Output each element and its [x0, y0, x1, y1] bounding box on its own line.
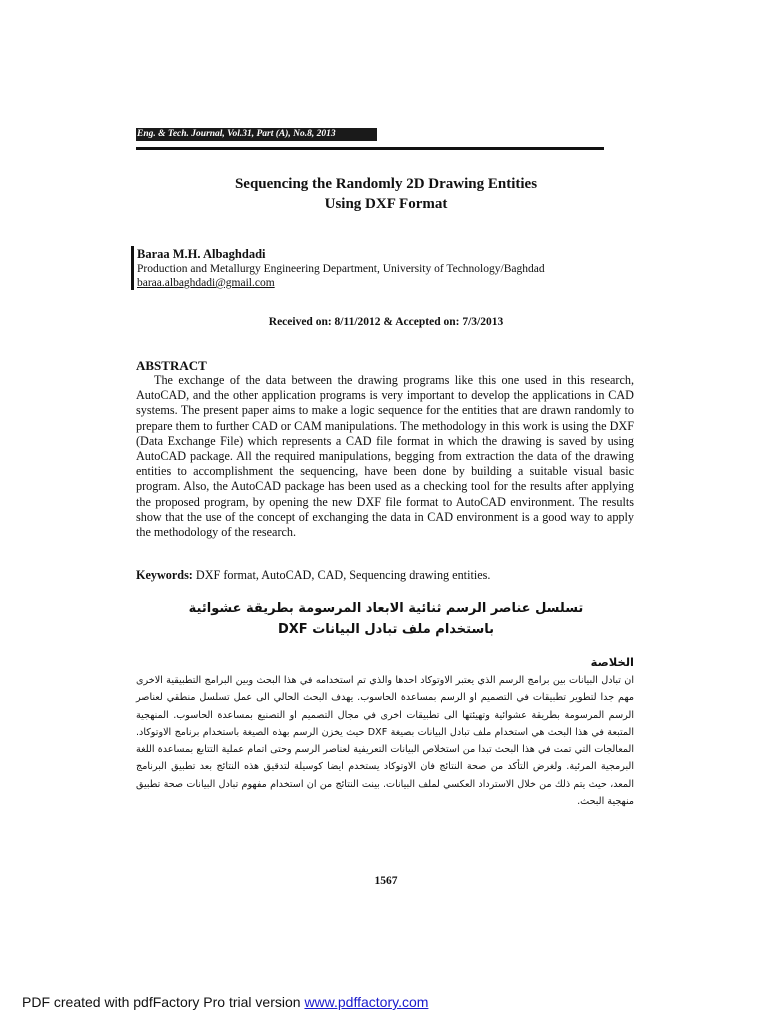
- abstract-text: [136, 373, 634, 540]
- arabic-title-line-1: تسلسل عناصر الرسم ثنائية الابعاد المرسومة بطريقة عشوائية: [188, 601, 584, 616]
- arabic-title: [136, 598, 636, 640]
- author-email-link[interactable]: baraa.albaghdadi@gmail.com: [137, 277, 275, 289]
- keywords: [136, 568, 634, 583]
- arabic-abstract-heading: الخلاصة: [590, 655, 634, 669]
- keywords-text: DXF format, AutoCAD, CAD, Sequencing drawing entities.: [195, 568, 491, 582]
- abstract-heading: ABSTRACT: [136, 358, 207, 373]
- pdffactory-link[interactable]: www.pdffactory.com: [304, 994, 429, 1010]
- header-rule: [136, 147, 604, 150]
- abstract-body-text: The exchange of the data between the drawing programs like this one used in this research, AutoCAD, and the other application programs is very important to develop the applications in CAD systems. The present paper aims to make a logic sequence for the entities that are drawn randomly to prepare them to further CAD or CAM manipulations. The methodology in this work is using the DXF (Data Exchange File) which represents a CAD file format in which the drawing is saved by using AutoCAD package. All the required manipulations, begging from extraction the data of the drawing entities to accomplishment the sequencing, have been done by building a suitable visual basic program. Also, the AutoCAD package has been used as a checking tool for the results after applying the proposed program, by opening the new DXF file format to AutoCAD environment. The results show that the use of the concept of exchanging the data in CAD environment is a good way to apply the methodology of the research.: [136, 373, 634, 540]
- received-dates: Received on: 8/11/2012 & Accepted on: 7/3/2013: [268, 316, 504, 328]
- author-name: Baraa M.H. Albaghdadi: [137, 247, 266, 261]
- page-number: 1567: [374, 875, 398, 887]
- author-affiliation: Production and Metallurgy Engineering Department, University of Technology/Baghdad: [137, 263, 545, 275]
- title-line-1: Sequencing the Randomly 2D Drawing Entities: [234, 176, 538, 192]
- journal-header: Eng. & Tech. Journal, Vol.31, Part (A), No.8, 2013: [136, 128, 377, 141]
- author-block: [131, 246, 545, 290]
- title-line-2: Using DXF Format: [324, 196, 448, 212]
- paper-title: [136, 174, 636, 214]
- arabic-title-line-2: باستخدام ملف تبادل البيانات DXF: [277, 622, 495, 637]
- footer-text: PDF created with pdfFactory Pro trial version: [22, 994, 305, 1010]
- keywords-label: Keywords:: [136, 568, 193, 582]
- pdf-footer: [22, 994, 428, 1010]
- arabic-abstract-text: ان تبادل البيانات بين برامج الرسم الذي يعتبر الاوتوكاد احدها والذي تم استخدامه في هذا البحث وبين البرامج التطبيقية الاخرى مهم جدا لتطوير تطبيقات في التصميم او الرسم بمساعدة الحاسوب. يهدف البحث الحالي الى عمل تسلسل منطقي لعناصر الرسم المرسومة بطريقة عشوائية وتهيئتها الى تطبيقات اخرى في مجال التصميم او التصنيع بمساعدة الحاسوب. المنهجية المتبعة في هذا البحث هي استخدام ملف تبادل البيانات بصيغة DXF حيث يخزن الرسم بهذه الصيغة باستخدام برنامج الاوتوكاد. المعالجات التي تمت في هذا البحث تبدا من استخلاص البيانات التعريفية لعناصر الرسم وحتى اتمام عملية التتابع بمساعدة اللغة البرمجية المرئية. ولغرض التأكد من صحة النتائج فان الاوتوكاد يستخدم ايضا كوسيلة لتدقيق هذه النتائج بعد تطبيق البرنامج المعد، حيث يتم ذلك من خلال الاسترداد العكسي لملف البيانات. بينت النتائج من ان استخدام مفهوم تبادل البيانات صحة تطبيق منهجية البحث.: [136, 675, 634, 808]
